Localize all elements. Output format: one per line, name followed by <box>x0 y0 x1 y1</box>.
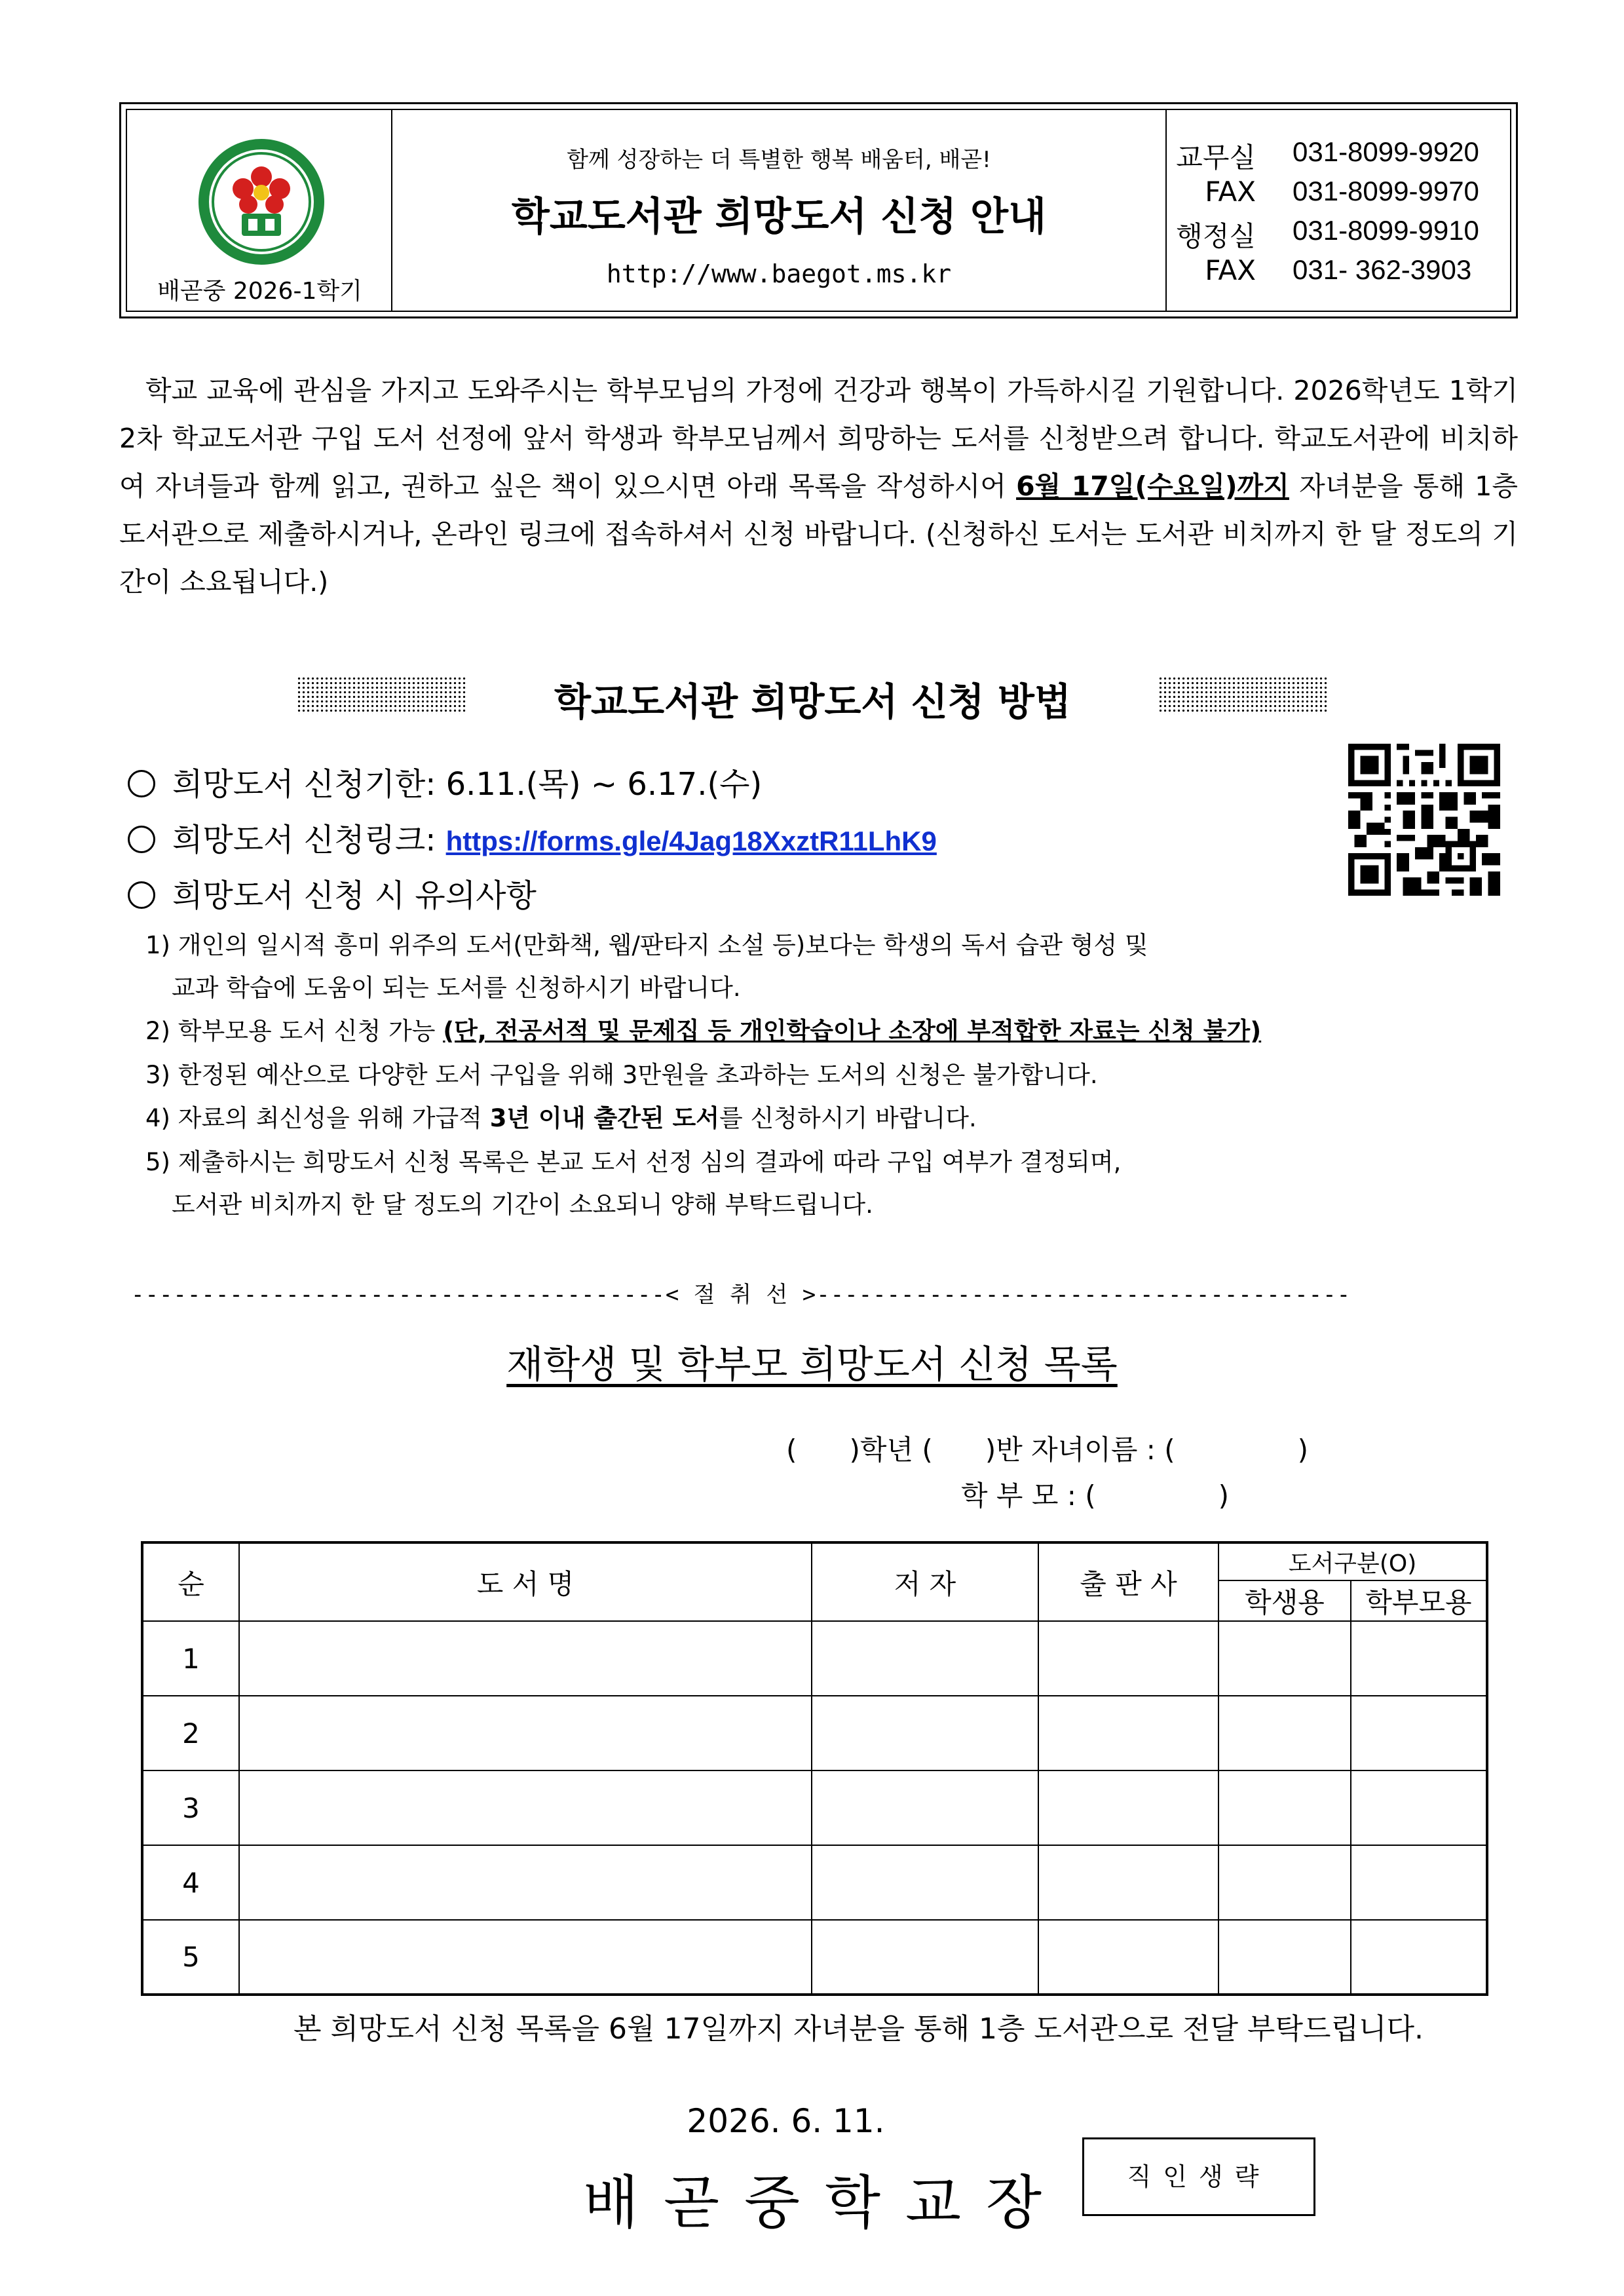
row-number: 5 <box>142 1920 239 1995</box>
publisher-cell-input[interactable] <box>1038 1621 1218 1696</box>
publisher-cell-input[interactable] <box>1038 1920 1218 1995</box>
student-check-cell[interactable] <box>1218 1621 1351 1696</box>
intro-text: 학교 교육에 관심을 가지고 도와주시는 학부모님의 가정에 건강과 행복이 가득하시길 기원합니다. 2026학년도 1학기 2차 학교도서관 구입 도서 선정에 앞서 학생과 학부모님께서 희망하는 도서를 신청받으려 합니다. 학교도서관에 비치하여 자녀들과 함께 읽고, 권하고 싶은 책이 있으시면 아래 목록을 작성하시어 <box>119 375 1518 502</box>
homepage-url: http://www.baegot.ms.kr <box>606 259 952 288</box>
row-number: 3 <box>142 1770 239 1845</box>
table-row <box>142 1920 1487 1995</box>
dotted-ornament <box>1158 676 1329 714</box>
author-cell-input[interactable] <box>812 1696 1038 1770</box>
student-info-line[interactable]: ( )학년 ( )반 자녀이름 : ( ) <box>786 1434 1308 1466</box>
contact-row <box>1167 254 1510 294</box>
contact-row <box>1167 176 1510 215</box>
dotted-ornament <box>297 676 467 714</box>
contact-cell <box>1167 110 1510 311</box>
school-logo <box>196 136 327 267</box>
page-title: 학교도서관 희망도서 신청 안내 <box>511 194 1047 240</box>
note-5: 5) 제출하시는 희망도서 신청 목록은 본교 도서 선정 심의 결과에 따라 구입 여부가 결정되며, <box>145 1148 1122 1176</box>
apply-link[interactable]: https://forms.gle/4Jag18XxztR11LhK9 <box>445 826 937 856</box>
table-row <box>142 1770 1487 1845</box>
parent-check-cell[interactable] <box>1351 1920 1487 1995</box>
col-header-author: 저 자 <box>812 1542 1038 1621</box>
parent-check-cell[interactable] <box>1351 1770 1487 1845</box>
col-header-parent: 학부모용 <box>1351 1580 1487 1621</box>
note-4 <box>145 1098 977 1134</box>
circle-bullet-icon <box>128 826 155 853</box>
author-cell-input[interactable] <box>812 1770 1038 1845</box>
note-4-text: 를 신청하시기 바랍니다. <box>719 1104 977 1132</box>
title-cell-input[interactable] <box>239 1621 812 1696</box>
parent-info-line[interactable]: 학 부 모 : ( ) <box>786 1480 1229 1512</box>
note-1-cont: 교과 학습에 도움이 되는 도서를 신청하시기 바랍니다. <box>172 974 741 1002</box>
circle-bullet-icon <box>128 881 155 909</box>
intro-text: 자녀분을 통해 1층 도서관으로 제출하시거나, 온라인 링크에 접속하셔서 신청 바랍니다. (신청하신 도서는 도서관 비치까지 한 달 정도의 기간이 소요됩니다.) <box>119 470 1518 598</box>
logo-cell <box>127 110 392 311</box>
contact-label: 교무실 <box>1176 142 1256 174</box>
intro-paragraph <box>119 367 1518 606</box>
contact-value: 031-8099-9920 <box>1293 136 1479 167</box>
student-check-cell[interactable] <box>1218 1920 1351 1995</box>
slogan: 함께 성장하는 더 특별한 행복 배움터, 배곧! <box>567 147 991 173</box>
col-header-no: 순 <box>142 1542 239 1621</box>
note-2-emphasis: (단, 전공서적 및 문제집 등 개인학습이나 소장에 부적합한 자료는 신청 불가) <box>443 1017 1262 1045</box>
note-3: 3) 한정된 예산으로 다양한 도서 구입을 위해 3만원을 초과하는 도서의 신청은 불가합니다. <box>145 1061 1098 1089</box>
submission-note: 본 희망도서 신청 목록을 6월 17일까지 자녀분을 통해 1층 도서관으로 전달 부탁드립니다. <box>293 2012 1424 2046</box>
row-number: 2 <box>142 1696 239 1770</box>
title-cell-input[interactable] <box>239 1920 812 1995</box>
title-cell-input[interactable] <box>239 1770 812 1845</box>
deadline-highlight: 6월 17일(수요일)까지 <box>1016 470 1289 502</box>
cut-line: --------------------------------------< 절 취 선 >-------------------------------------- <box>131 1282 1351 1308</box>
table-row <box>142 1845 1487 1920</box>
publisher-cell-input[interactable] <box>1038 1845 1218 1920</box>
form-title-text: 재학생 및 학부모 희망도서 신청 목록 <box>506 1342 1118 1387</box>
link-item <box>128 814 937 860</box>
author-cell-input[interactable] <box>812 1845 1038 1920</box>
book-request-table <box>141 1541 1488 1996</box>
title-cell <box>392 110 1167 311</box>
author-cell-input[interactable] <box>812 1621 1038 1696</box>
semester-label: 배곧중 2026-1학기 <box>157 278 362 305</box>
col-header-publisher: 출 판 사 <box>1038 1542 1218 1621</box>
period-label: 희망도서 신청기한: 6.11.(목) ~ 6.17.(수) <box>172 766 763 803</box>
note-5-cont: 도서관 비치까지 한 달 정도의 기간이 소요되니 양해 부탁드립니다. <box>172 1191 873 1219</box>
contact-row <box>1167 136 1510 176</box>
header-box <box>119 102 1518 318</box>
student-check-cell[interactable] <box>1218 1696 1351 1770</box>
issue-date: 2026. 6. 11. <box>687 2102 885 2140</box>
title-cell-input[interactable] <box>239 1845 812 1920</box>
publisher-cell-input[interactable] <box>1038 1770 1218 1845</box>
notes-label: 희망도서 신청 시 유의사항 <box>172 877 537 914</box>
table-row <box>142 1621 1487 1696</box>
period-item <box>128 759 762 804</box>
author-cell-input[interactable] <box>812 1920 1038 1995</box>
contact-row <box>1167 215 1510 254</box>
contact-value: 031-8099-9910 <box>1293 215 1479 246</box>
header-inner <box>126 109 1511 312</box>
qr-code[interactable] <box>1348 744 1500 896</box>
note-2 <box>145 1011 1261 1046</box>
row-number: 1 <box>142 1621 239 1696</box>
parent-check-cell[interactable] <box>1351 1845 1487 1920</box>
note-4-emphasis: 3년 이내 출간된 도서 <box>489 1104 720 1132</box>
method-title: 학교도서관 희망도서 신청 방법 <box>554 679 1071 724</box>
circle-bullet-icon <box>128 770 155 797</box>
contact-label: FAX <box>1205 176 1256 208</box>
seal-omitted-box: 직인생략 <box>1082 2137 1315 2216</box>
contact-label: FAX <box>1205 254 1256 286</box>
form-title <box>0 1333 1624 1388</box>
table-row <box>142 1696 1487 1770</box>
note-1: 1) 개인의 일시적 흥미 위주의 도서(만화책, 웹/판타지 소설 등)보다는 학생의 독서 습관 형성 및 <box>145 931 1148 959</box>
parent-check-cell[interactable] <box>1351 1696 1487 1770</box>
row-number: 4 <box>142 1845 239 1920</box>
contact-value: 031-8099-9970 <box>1293 176 1479 206</box>
method-heading <box>297 662 1329 727</box>
title-cell-input[interactable] <box>239 1696 812 1770</box>
contact-label: 행정실 <box>1176 220 1256 252</box>
note-4-text: 4) 자료의 최신성을 위해 가급적 <box>145 1104 490 1132</box>
note-2-text: 2) 학부모용 도서 신청 가능 <box>145 1017 444 1045</box>
col-header-category: 도서구분(O) <box>1218 1542 1487 1580</box>
student-check-cell[interactable] <box>1218 1770 1351 1845</box>
contact-value: 031- 362-3903 <box>1293 254 1472 285</box>
publisher-cell-input[interactable] <box>1038 1696 1218 1770</box>
notes-item <box>128 870 537 915</box>
parent-check-cell[interactable] <box>1351 1621 1487 1696</box>
link-label: 희망도서 신청링크: <box>172 822 446 858</box>
col-header-student: 학생용 <box>1218 1580 1351 1621</box>
student-check-cell[interactable] <box>1218 1845 1351 1920</box>
col-header-title: 도 서 명 <box>239 1542 812 1621</box>
principal-signature: 배곧중학교장 <box>583 2169 1067 2236</box>
